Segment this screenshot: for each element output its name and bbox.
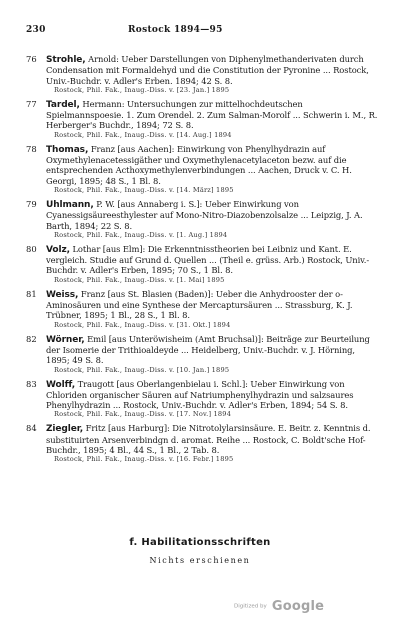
entry-citation — [46, 289, 378, 321]
entry-text: Lothar [aus Elm]: Die Erkenntnisstheorien bei Leibniz und Kant. E. vergleich. Studie auf Grund d. Quellen ... (Theil e. grüss. Arb.) Rostock, Univ.-Buchdr. v. Adler's Erben, 1895; 70 S., 1 Bl. 8. — [46, 243, 370, 276]
entry-citation — [46, 199, 378, 231]
entry-text: Fritz [aus Harburg]: Die Nitrotolylarsinsäure. E. Beitr. z. Kenntnis d. substituirten Arsenverbindgn d. aromat. Reihe ... Rostock, C. Boldt'sche Hof-Buchdr., 1895; 4 Bl., 44 S., 1 Bl., 2 Tab. 8. — [46, 423, 371, 456]
list-item — [26, 289, 378, 330]
bibliography-list — [26, 54, 378, 468]
list-item — [26, 199, 378, 240]
entry-number: 81 — [26, 288, 37, 299]
entry-number: 79 — [26, 198, 37, 209]
page-header — [26, 25, 376, 39]
entry-note: Rostock, Phil. Fak., Inaug.-Diss. v. [1. Mai] 1895 — [54, 275, 225, 284]
entry-text: Emil [aus Unteröwisheim (Amt Bruchsal)]: Beiträge zur Beurteilung der Isomerie der Trithioaldeyde ... Heidelberg, Univ.-Buchdr. v. J. Hörning, 1895; 49 S. 8. — [46, 333, 370, 366]
entry-author: Tardel, — [46, 99, 80, 110]
page-number: 230 — [26, 25, 46, 35]
entry-citation — [46, 379, 378, 411]
entry-note: Rostock, Phil. Fak., Inaug.-Diss. v. [31. Okt.] 1894 — [54, 320, 231, 329]
list-item — [26, 99, 378, 140]
entry-author: Strohle, — [46, 55, 86, 65]
entry-note: Rostock, Phil. Fak., Inaug.-Diss. v. [14. Aug.] 1894 — [54, 130, 232, 139]
entry-author: Uhlmann, — [46, 199, 94, 210]
entry-number: 82 — [26, 333, 37, 344]
list-item — [26, 379, 378, 420]
digitizer-watermark — [234, 596, 324, 615]
section-heading: f. Habilitationsschriften — [129, 537, 271, 548]
list-item — [26, 54, 378, 95]
entry-citation — [46, 99, 378, 131]
entry-citation — [46, 334, 378, 366]
entry-author: Wolff, — [46, 379, 76, 390]
entry-text: Arnold: Ueber Darstellungen von Diphenylmethanderivaten durch Condensation mit Formaldehyd und die Constitution der Pyronine ... Rostock, Univ.-Buchdr. v. Adler's Erben. 1894; 42 S. 8. — [46, 54, 369, 86]
google-logo: Google — [271, 599, 325, 614]
entry-number: 84 — [26, 423, 37, 434]
entry-author: Weiss, — [46, 289, 79, 300]
entry-author: Thomas, — [46, 144, 89, 155]
section-note: Nichts erschienen — [149, 556, 251, 565]
entry-text: Franz [aus Aachen]: Einwirkung von Phenylhydrazin auf Oxymethylenacetessigäther und Oxymethylenacetylaceton bezw. auf die entsprechenden Acthoxymethylenverbindungen ... Aachen, Druck v. C. H. Georgi, 1895; 48 S., 1 Bl. 8. — [46, 143, 352, 186]
entry-note: Rostock, Phil. Fak., Inaug.-Diss. v. [10. Jan.] 1895 — [54, 365, 230, 374]
running-title: Rostock 1894—95 — [128, 25, 223, 35]
entry-note: Rostock, Phil. Fak., Inaug.-Diss. v. [17. Nov.] 1894 — [54, 410, 232, 419]
list-item — [26, 144, 378, 195]
entry-note: Rostock, Phil. Fak., Inaug.-Diss. v. [23. Jan.] 1895 — [54, 85, 230, 94]
entry-citation — [46, 54, 378, 86]
entry-author: Ziegler, — [46, 424, 84, 435]
entry-text: Hermann: Untersuchungen zur mittelhochdeutschen Spielmannspoesie. 1. Zum Orendel. 2. Zum Salman-Morolf ... Schwerin i. M., R. Herberger's Buchdr., 1894; 72 S. 8. — [46, 98, 378, 131]
entry-citation — [46, 423, 378, 455]
entry-text: P. W. [aus Annaberg i. S.]: Ueber Einwirkung von Cyanessigsäureesthylester auf Mono-Nitro-Diazobenzolsalze ... Leipzig, J. A. Barth, 1894; 22 S. 8. — [46, 198, 363, 231]
entry-number: 83 — [26, 378, 37, 389]
entry-citation — [46, 244, 378, 276]
entry-number: 77 — [26, 98, 37, 109]
entry-note: Rostock, Phil. Fak., Inaug.-Diss. v. [14. März] 1895 — [54, 185, 234, 194]
entry-author: Wörner, — [46, 334, 85, 345]
list-item — [26, 423, 378, 464]
list-item — [26, 244, 378, 285]
entry-text: Franz [aus St. Blasien (Baden)]: Ueber die Anhydrooster der o-Aminosäuren und eine Synthese der Mercaptursäuren ... Strassburg, K. J. Trübner, 1895; 1 Bl., 28 S., 1 Bl. 8. — [46, 288, 353, 321]
entry-number: 80 — [26, 243, 37, 254]
entry-citation — [46, 144, 378, 186]
entry-note: Rostock, Phil. Fak., Inaug.-Diss. v. [1. Aug.] 1894 — [54, 230, 228, 239]
entry-number: 76 — [26, 54, 37, 64]
entry-author: Volz, — [46, 244, 70, 255]
list-item — [26, 334, 378, 375]
entry-text: Traugott [aus Oberlangenbielau i. Schl.]: Ueber Einwirkung von Chloriden organischer Säuren auf Natriumphenylhydrazin und salzsaures Phenylhydrazin ... Rostock, Univ.-Buchdr. v. Adler's Erben, 1894; 54 S. 8. — [46, 378, 354, 411]
watermark-prefix: Digitized by — [234, 603, 267, 610]
entry-note: Rostock, Phil. Fak., Inaug.-Diss. v. [16. Febr.] 1895 — [54, 455, 234, 464]
entry-number: 78 — [26, 143, 37, 154]
